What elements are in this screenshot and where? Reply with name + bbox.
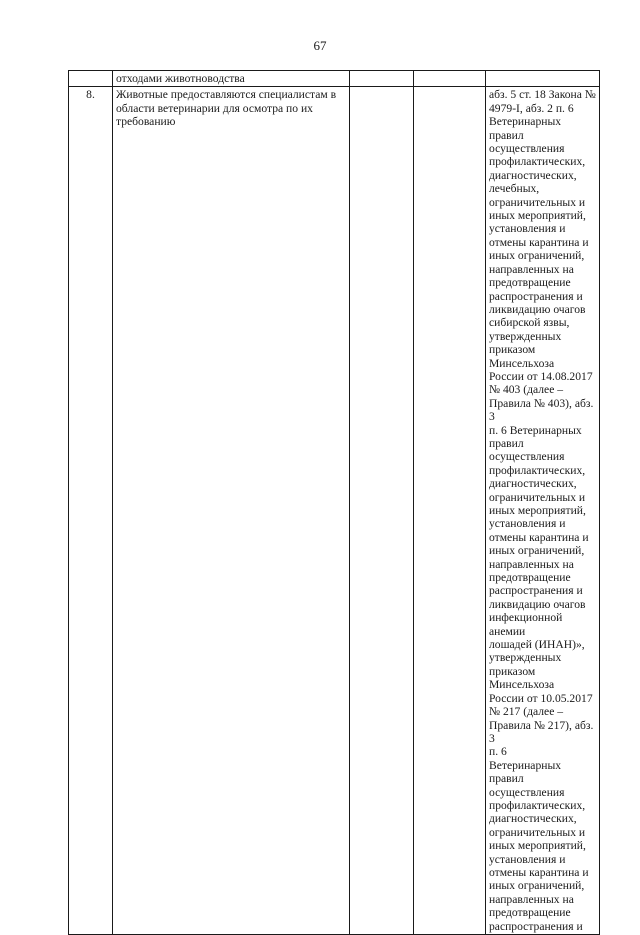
cell-empty <box>350 71 414 87</box>
cell-number <box>69 71 113 87</box>
table-row-continuation <box>69 71 600 87</box>
table-row <box>69 87 600 935</box>
cell-empty <box>414 71 486 87</box>
cell-basis <box>486 71 600 87</box>
cell-basis: абз. 5 ст. 18 Закона № 4979-I, абз. 2 п. 6 Ветеринарных правил осуществления профилактических, диагностических, лечебных, ограничительных и иных мероприятий, установления и отмены карантина и иных ограничений, направленных на предотвращение распространения и ликвидацию очагов сибирской язвы, утвержденных приказом Минсельхоза России от 14.08.2017 № 403 (далее – Правила № 403), абз. 3 п. 6 Ветеринарных правил осуществления профилактических, диагностических, ограничительных и иных мероприятий, установления и отмены карантина и иных ограничений, направленных на предотвращение распространения и ликвидацию очагов инфекционной анемии лошадей (ИНАН)», утвержденных приказом Минсельхоза России от 10.05.2017 № 217 (далее – Правила № 217), абз. 3 п. 6 Ветеринарных правил осуществления профилактических, диагностических, ограничительных и иных мероприятий, установления и отмены карантина и иных ограничений, направленных на предотвращение распространения и <box>486 87 600 935</box>
cell-empty <box>414 87 486 935</box>
page-number: 67 <box>313 38 327 53</box>
cell-requirement: отходами животноводства <box>113 71 350 87</box>
cell-number: 8. <box>69 87 113 935</box>
cell-empty <box>350 87 414 935</box>
requirements-table <box>68 70 600 935</box>
cell-requirement: Животные предоставляются специалистам в области ветеринарии для осмотра по их требованию <box>113 87 350 935</box>
